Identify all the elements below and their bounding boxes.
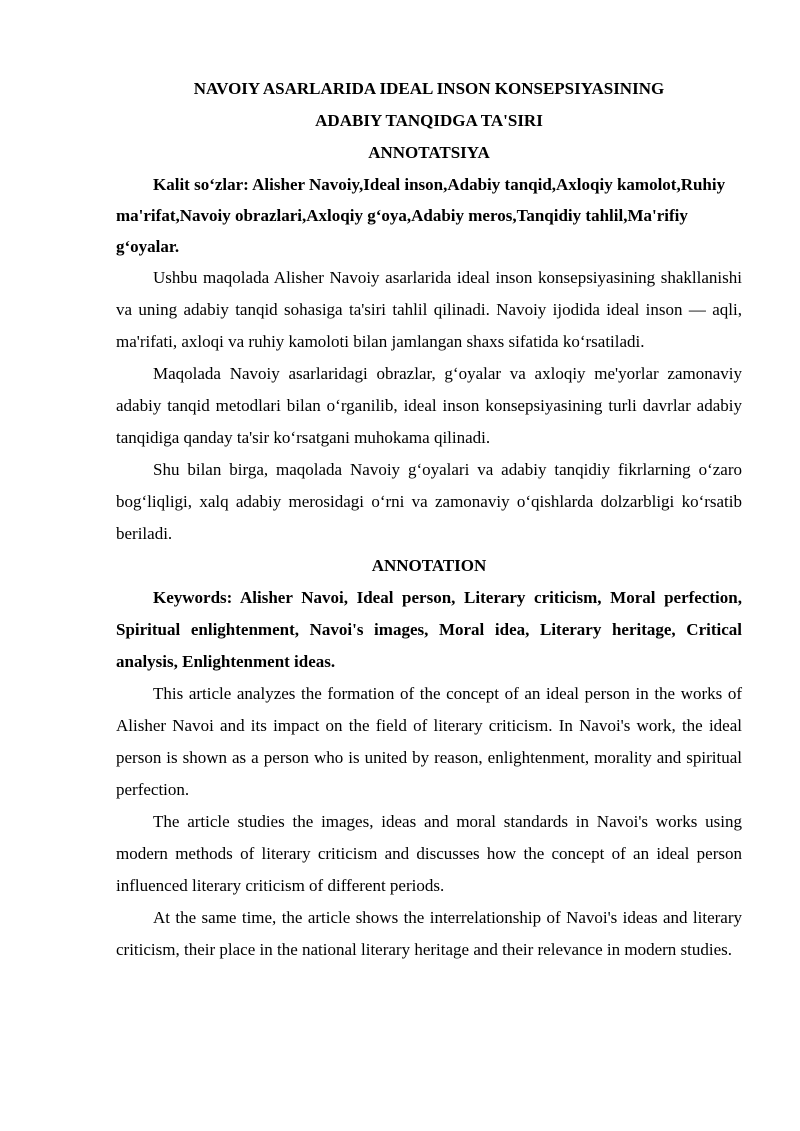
document-title-line-1: NAVOIY ASARLARIDA IDEAL INSON KONSEPSIYASINING bbox=[193, 79, 665, 98]
document-page bbox=[116, 73, 742, 966]
en-paragraph-3: At the same time, the article shows the interrelationship of Navoi's ideas and literary criticism, their place in the national literary heritage and their relevance in modern studies. bbox=[116, 908, 742, 959]
en-annotation-heading: ANNOTATION bbox=[371, 556, 487, 575]
uz-paragraph-1: Ushbu maqolada Alisher Navoiy asarlarida ideal inson konsepsiyasining shakllanishi va uning adabiy tanqid sohasiga ta'siri tahlil qilinadi. Navoiy ijodida ideal inson — aqli, ma'rifati, axloqi va ruhiy kamoloti bilan jamlangan shaxs sifatida ko‘rsatiladi. bbox=[116, 268, 742, 351]
en-paragraph-1: This article analyzes the formation of the concept of an ideal person in the works of Alisher Navoi and its impact on the field of literary criticism. In Navoi's work, the ideal person is shown as a person who is united by reason, enlightenment, morality and spiritual perfection. bbox=[116, 684, 742, 799]
uz-annotation-heading: ANNOTATSIYA bbox=[368, 143, 490, 162]
uz-keywords: Kalit so‘zlar: Alisher Navoiy,Ideal inson,Adabiy tanqid,Axloqiy kamolot,Ruhiy ma'rifat,Navoiy obrazlari,Axloqiy g‘oya,Adabiy meros,Tanqidiy tahlil,Ma'rifiy g‘oyalar. bbox=[116, 175, 726, 256]
document-title-line-2: ADABIY TANQIDGA TA'SIRI bbox=[315, 111, 543, 130]
uz-paragraph-3: Shu bilan birga, maqolada Navoiy g‘oyalari va adabiy tanqidiy fikrlarning o‘zaro bog‘liqligi, xalq adabiy merosidagi o‘rni va zamonaviy o‘qishlarda dolzarbligi ko‘rsatib beriladi. bbox=[116, 460, 742, 543]
en-keywords: Keywords: Alisher Navoi, Ideal person, Literary criticism, Moral perfection, Spiritual enlightenment, Navoi's images, Moral idea, Literary heritage, Critical analysis, Enlightenment ideas. bbox=[116, 588, 742, 671]
en-paragraph-2: The article studies the images, ideas and moral standards in Navoi's works using modern methods of literary criticism and discusses how the concept of an ideal person influenced literary criticism of different periods. bbox=[116, 812, 742, 895]
uz-paragraph-2: Maqolada Navoiy asarlaridagi obrazlar, g‘oyalar va axloqiy me'yorlar zamonaviy adabiy tanqid metodlari bilan o‘rganilib, ideal inson konsepsiyasining turli davrlar adabiy tanqidiga qanday ta'sir ko‘rsatgani muhokama qilinadi. bbox=[116, 364, 742, 447]
